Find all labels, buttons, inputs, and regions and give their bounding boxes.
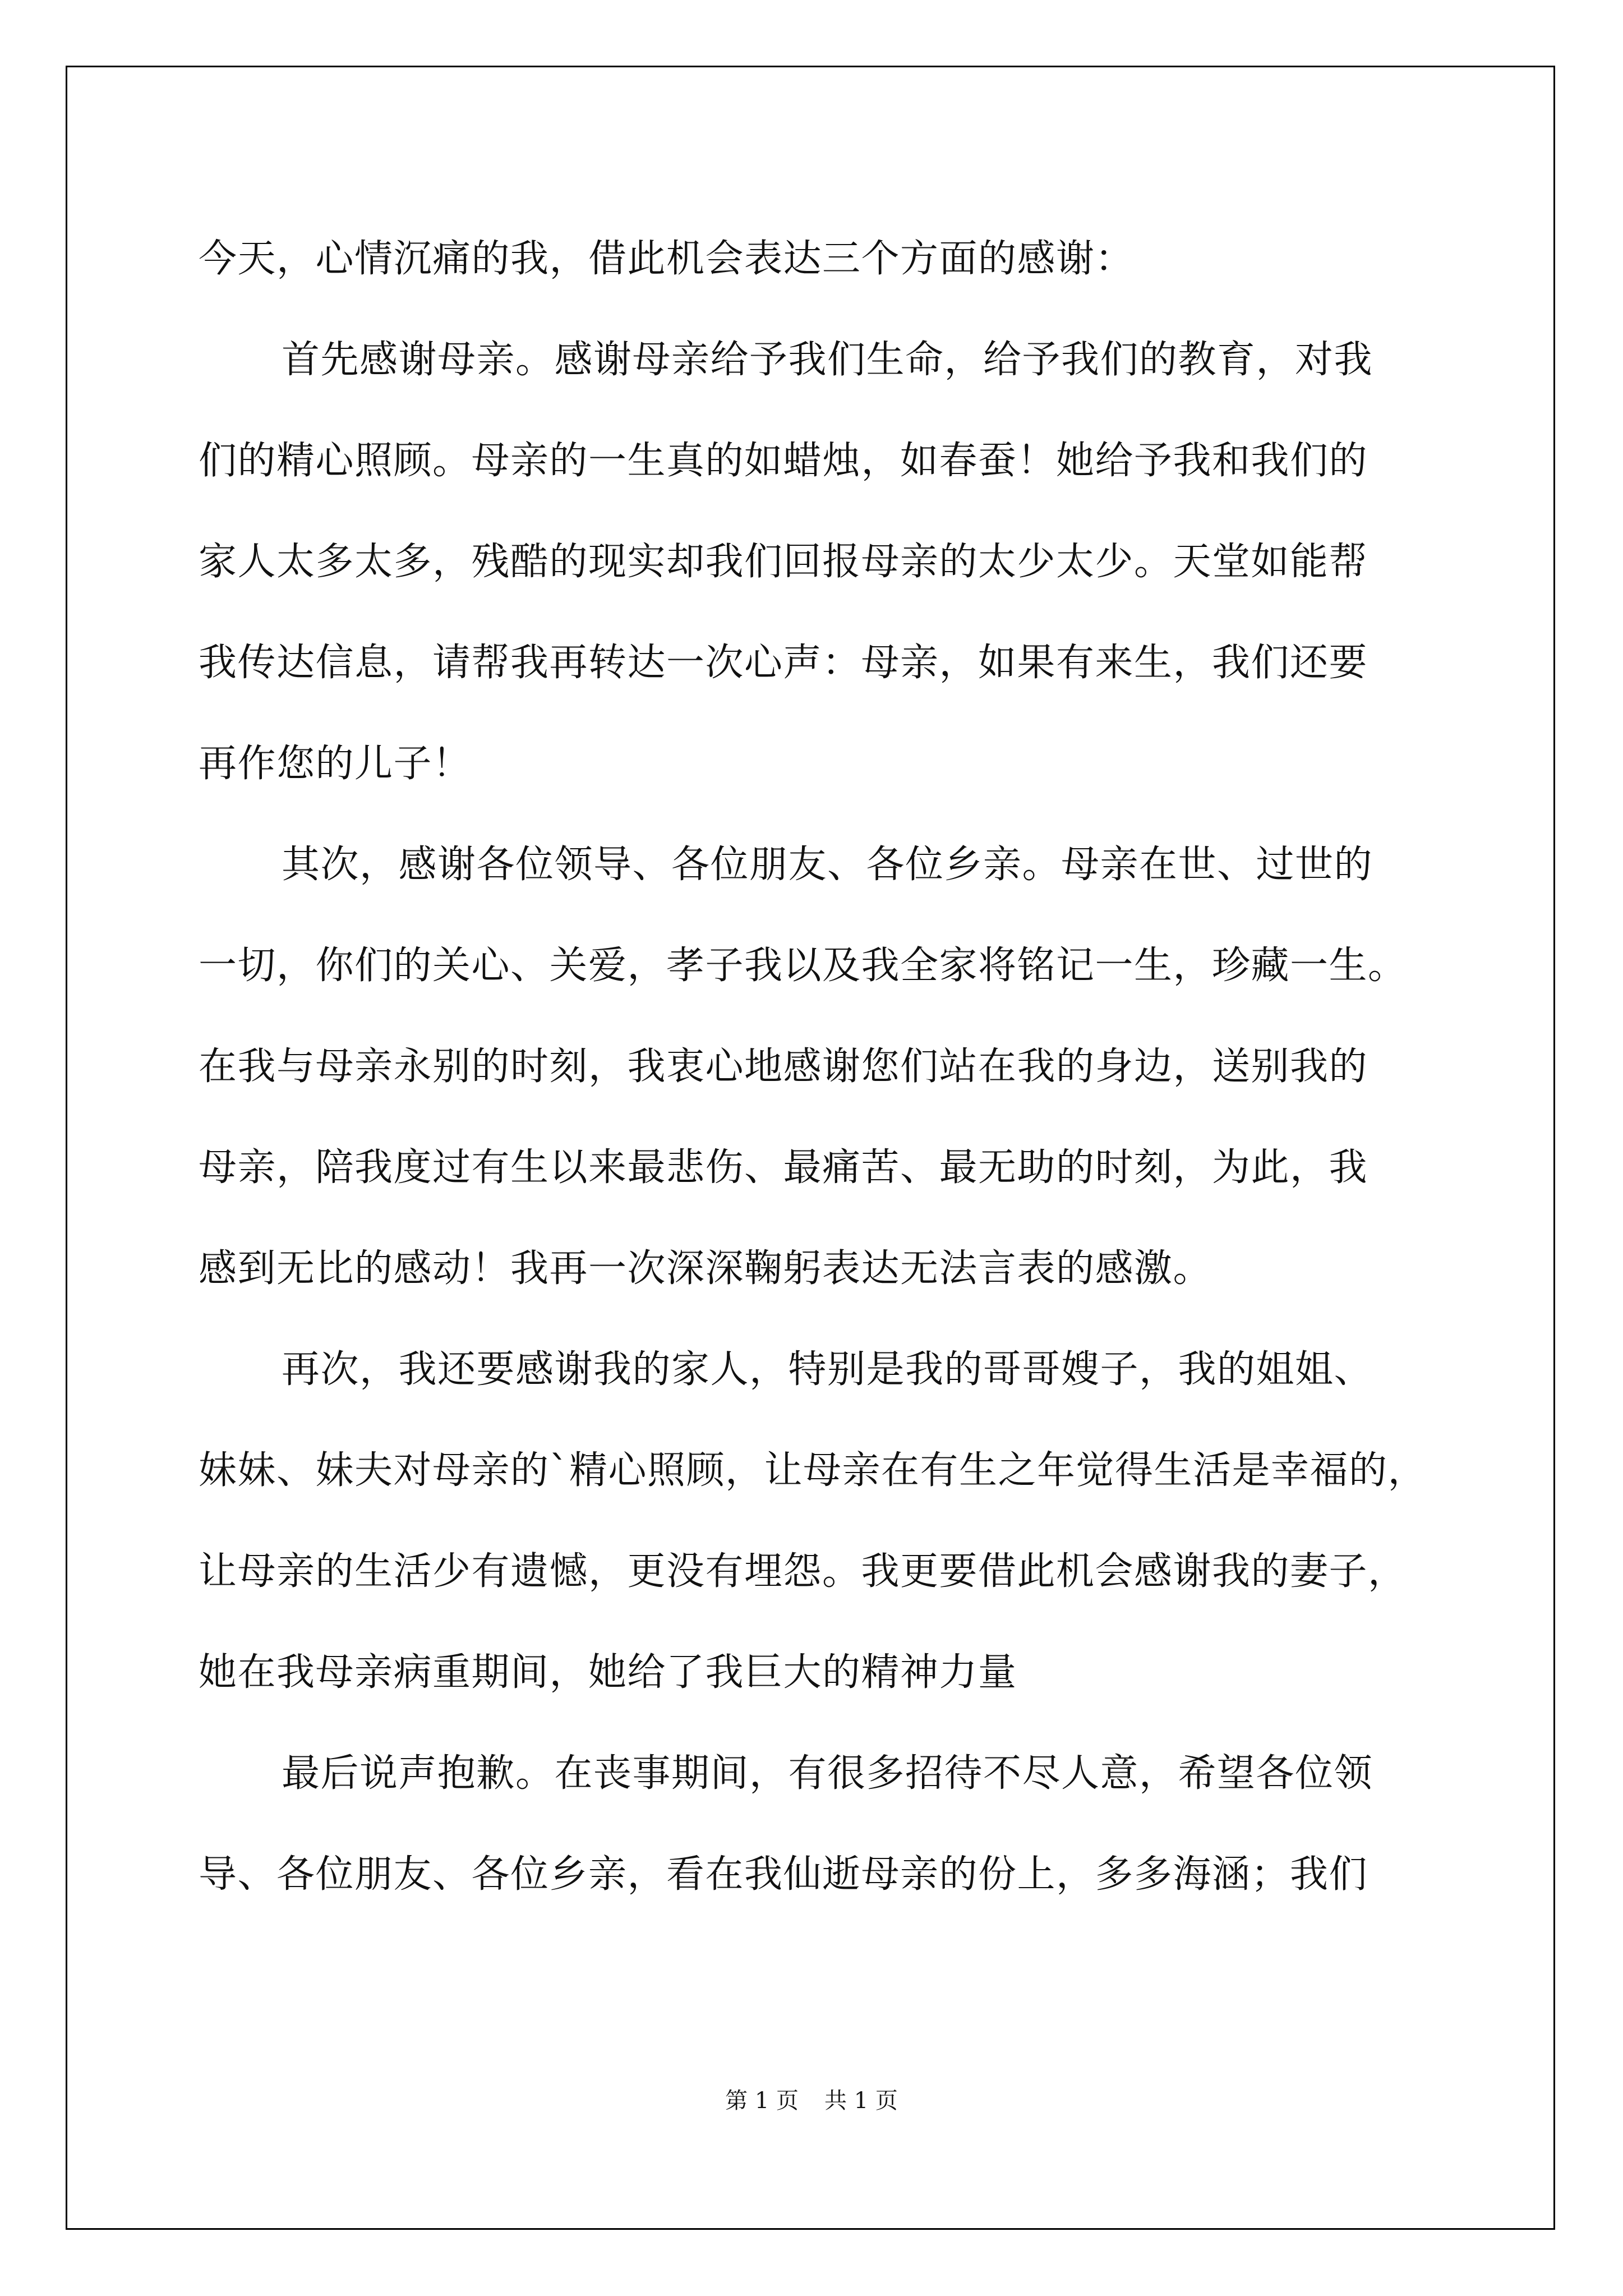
paragraph-first-line: 最后说声抱歉。在丧事期间，有很多招待不尽人意，希望各位领: [282, 1751, 1373, 1796]
text-line: 导、各位朋友、各位乡亲，看在我仙逝母亲的份上，多多海涵；我们: [199, 1852, 1368, 1897]
text-line: 感到无比的感动！我再一次深深鞠躬表达无法言表的感激。: [199, 1246, 1212, 1291]
text-line: 一切，你们的关心、关爱，孝子我以及我全家将铭记一生，珍藏一生。: [199, 944, 1407, 988]
text-line: 再作您的儿子！: [199, 742, 472, 786]
paragraph-first-line: 首先感谢母亲。感谢母亲给予我们生命，给予我们的教育，对我: [282, 338, 1373, 382]
text-line: 我传达信息，请帮我再转达一次心声：母亲，如果有来生，我们还要: [199, 641, 1368, 685]
text-line: 今天，心情沉痛的我，借此机会表达三个方面的感谢：: [199, 237, 1135, 281]
text-line: 妹妹、妹夫对母亲的`精心照顾，让母亲在有生之年觉得生活是幸福的，: [199, 1448, 1427, 1493]
text-line: 让母亲的生活少有遗憾，更没有埋怨。我更要借此机会感谢我的妻子，: [199, 1549, 1407, 1594]
page-footer: [0, 2087, 1623, 2115]
text-line: 们的精心照顾。母亲的一生真的如蜡烛，如春蚕！她给予我和我们的: [199, 439, 1368, 483]
paragraph-first-line: 其次，感谢各位领导、各位朋友、各位乡亲。母亲在世、过世的: [282, 843, 1373, 887]
text-line: 在我与母亲永别的时刻，我衷心地感谢您们站在我的身边，送别我的: [199, 1045, 1368, 1089]
text-line: 她在我母亲病重期间，她给了我巨大的精神力量: [199, 1650, 1017, 1695]
paragraph-first-line: 再次，我还要感谢我的家人，特别是我的哥哥嫂子，我的姐姐、: [282, 1347, 1373, 1392]
page-total: 共 1 页: [824, 2088, 898, 2114]
page-number: 第 1 页: [725, 2088, 799, 2114]
text-line: 母亲，陪我度过有生以来最悲伤、最痛苦、最无助的时刻，为此，我: [199, 1145, 1368, 1190]
text-line: 家人太多太多，残酷的现实却我们回报母亲的太少太少。天堂如能帮: [199, 540, 1368, 584]
